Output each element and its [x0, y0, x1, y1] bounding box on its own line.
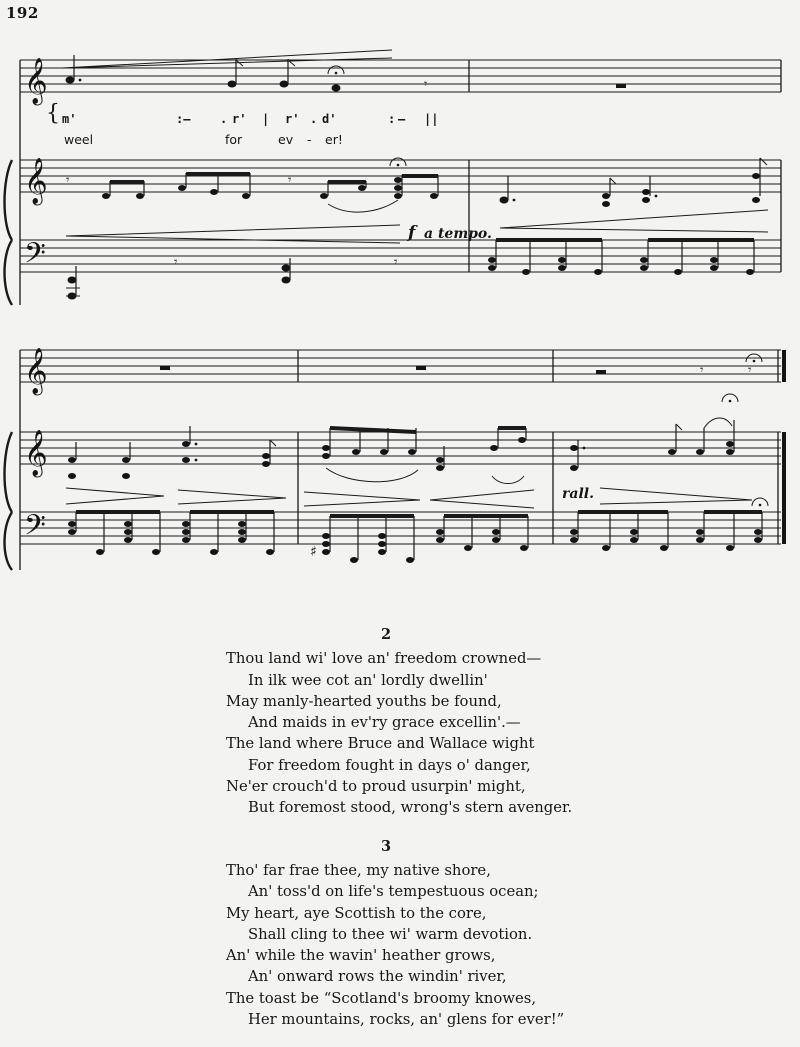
verse-2 — [226, 624, 646, 819]
verse-line: An' while the wavin' heather grows, — [226, 947, 496, 965]
piano-rh-notes-1 — [66, 158, 767, 212]
piano-lh-notes-2 — [68, 498, 768, 563]
tonic-sol-fa-row — [62, 112, 438, 126]
solfa-syllable: m' — [62, 112, 77, 126]
verse-line: The toast be “Scotland's broomy knowes, — [226, 989, 537, 1007]
verse-3 — [226, 836, 646, 1031]
solfa-syllable: : — [388, 112, 396, 126]
solfa-syllable: | — [262, 112, 270, 126]
svg-text:♯: ♯ — [310, 544, 317, 560]
verse-line: Thou land wi' love an' freedom crowned— — [226, 650, 542, 668]
lyrics-row — [64, 132, 343, 147]
voice-staff-1 — [20, 60, 781, 92]
verse-line: But foremost stood, wrong's stern avenger. — [248, 799, 573, 817]
svg-text:𝄾: 𝄾 — [66, 173, 70, 188]
svg-text:𝄾: 𝄾 — [700, 363, 704, 378]
solfa-syllable: — — [398, 112, 406, 126]
verse-line: Ne'er crouch'd to proud usurpin' might, — [226, 778, 526, 796]
verse-line: Her mountains, rocks, an' glens for ever!” — [248, 1011, 565, 1029]
svg-text:𝄞: 𝄞 — [24, 158, 48, 204]
verse-number: 2 — [380, 626, 392, 643]
solfa-syllable: r' — [285, 112, 300, 126]
verses-section — [226, 624, 646, 1047]
verse-line: An' onward rows the windin' river, — [248, 968, 507, 986]
svg-text:{: { — [46, 101, 60, 126]
verse-line: An' toss'd on life's tempestuous ocean; — [248, 883, 539, 901]
svg-text:𝄢: 𝄢 — [24, 237, 46, 277]
verse-line: In ilk wee cot an' lordly dwellin' — [248, 671, 488, 689]
piano-lh-notes-1 — [66, 240, 754, 300]
solfa-syllable: :— — [176, 112, 191, 126]
svg-text:𝄾: 𝄾 — [424, 77, 428, 91]
solfa-syllable: || — [424, 112, 439, 126]
solfa-syllable: . — [310, 112, 318, 126]
svg-text:𝄢: 𝄢 — [24, 509, 46, 549]
rall-marking: rall. — [562, 486, 594, 502]
lyric-word: er! — [325, 132, 343, 147]
solfa-syllable: r' — [232, 112, 247, 126]
svg-text:𝄞: 𝄞 — [24, 430, 48, 476]
page-number: 192 — [6, 4, 39, 22]
verse-line: My heart, aye Scottish to the core, — [226, 904, 487, 922]
verse-number: 3 — [380, 837, 392, 855]
verse-line: Tho' far frae thee, my native shore, — [226, 861, 491, 879]
svg-text:𝄞: 𝄞 — [24, 58, 48, 104]
svg-text:𝄞: 𝄞 — [24, 348, 48, 394]
tempo-marking: a tempo. — [424, 226, 492, 242]
piano-bass-staff-1 — [20, 240, 781, 272]
staff-system-2 — [5, 348, 787, 570]
verse-line: May manly-hearted youths be found, — [226, 692, 502, 710]
verse-line: And maids in ev'ry grace excellin'.— — [248, 714, 521, 732]
svg-text:𝄾: 𝄾 — [394, 255, 398, 270]
verse-line: The land where Bruce and Wallace wight — [226, 735, 535, 753]
lyric-word: weel — [64, 132, 94, 147]
svg-text:𝄾: 𝄾 — [748, 363, 752, 378]
dynamic-mark: f — [408, 223, 416, 243]
verse-line: For freedom fought in days o' danger, — [248, 756, 531, 774]
solfa-syllable: d' — [322, 112, 337, 126]
piano-treble-staff-2 — [20, 432, 781, 464]
piano-rh-notes-2 — [68, 394, 738, 484]
solfa-syllable: . — [220, 112, 228, 126]
svg-text:𝄾: 𝄾 — [174, 255, 178, 270]
verse-line: Shall cling to thee wi' warm devotion. — [248, 925, 533, 943]
lyric-word: for — [225, 132, 243, 147]
staff-system-1 — [5, 50, 782, 305]
voice-staff-2 — [20, 350, 781, 382]
lyric-word: - — [307, 132, 312, 147]
svg-text:𝄾: 𝄾 — [288, 173, 292, 188]
lyric-word: ev — [278, 132, 294, 147]
